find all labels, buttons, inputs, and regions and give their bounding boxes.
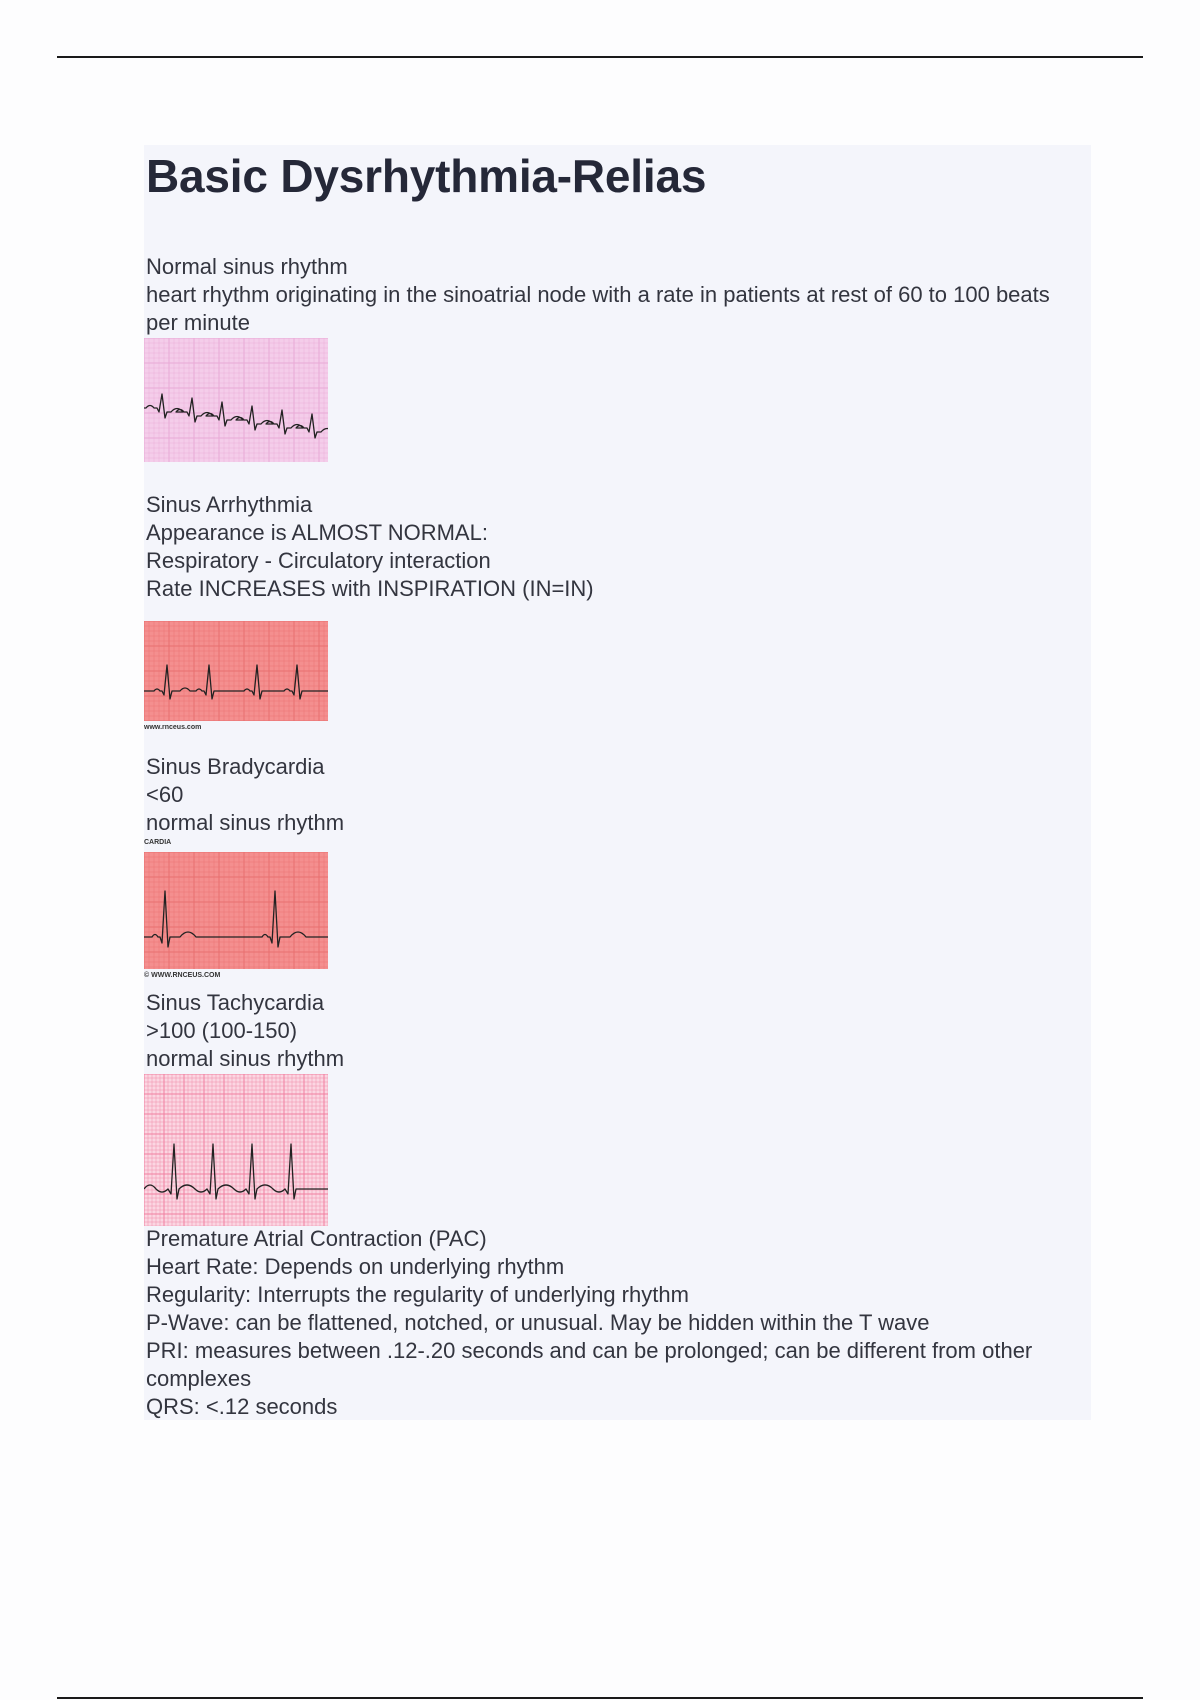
section-line: Appearance is ALMOST NORMAL: [146, 520, 488, 545]
section-normal-sinus-rhythm [146, 253, 1086, 337]
section-line: Regularity: Interrupts the regularity of underlying rhythm [146, 1282, 689, 1307]
document-body [144, 145, 1091, 1420]
ecg-grid-background [144, 338, 328, 462]
section-heading: Normal sinus rhythm [146, 254, 348, 279]
footer-rule [57, 1697, 1143, 1699]
section-premature-atrial-contraction [146, 1225, 1086, 1421]
section-line: Respiratory - Circulatory interaction [146, 548, 491, 573]
section-line: QRS: <.12 seconds [146, 1394, 338, 1419]
section-line: heart rhythm originating in the sinoatrial node with a rate in patients at rest of 60 to 100 beats per minute [146, 282, 1050, 335]
header-rule [57, 56, 1143, 58]
ecg-grid-background [144, 852, 328, 969]
section-line: >100 (100-150) [146, 1018, 298, 1043]
ecg-strip-sinus-arrhythmia [144, 621, 328, 732]
section-heading: Sinus Tachycardia [146, 990, 325, 1015]
image-caption: www.rnceus.com [144, 724, 202, 731]
section-heading: Sinus Bradycardia [146, 754, 325, 779]
ecg-sinus-tachycardia-image [144, 1074, 328, 1226]
image-label-above: CARDIA [144, 839, 172, 846]
ecg-strip-sinus-tachycardia [144, 1074, 328, 1226]
section-heading: Sinus Arrhythmia [146, 492, 313, 517]
section-line: Rate INCREASES with INSPIRATION (IN=IN) [146, 576, 594, 601]
section-line: normal sinus rhythm [146, 1046, 345, 1071]
section-sinus-tachycardia [146, 989, 1086, 1073]
document-title: Basic Dysrhythmia-Relias [146, 150, 707, 202]
section-sinus-bradycardia [146, 753, 1086, 837]
section-line: <60 [146, 782, 184, 807]
section-line: normal sinus rhythm [146, 810, 345, 835]
section-line: P-Wave: can be flattened, notched, or unusual. May be hidden within the T wave [146, 1310, 930, 1335]
section-line: PRI: measures between .12-.20 seconds and can be prolonged; can be different from other complexes [146, 1338, 1033, 1391]
ecg-sinus-arrhythmia-image [144, 621, 328, 721]
ecg-strip-sinus-bradycardia [144, 838, 328, 980]
section-heading: Premature Atrial Contraction (PAC) [146, 1226, 487, 1251]
ecg-strip-normal-sinus-rhythm [144, 338, 328, 462]
ecg-normal-sinus-rhythm-image [144, 338, 328, 462]
image-caption: © WWW.RNCEUS.COM [144, 972, 221, 979]
ecg-grid [144, 621, 328, 721]
section-line: Heart Rate: Depends on underlying rhythm [146, 1254, 565, 1279]
section-sinus-arrhythmia [146, 491, 1086, 603]
ecg-sinus-bradycardia-image [144, 852, 328, 969]
